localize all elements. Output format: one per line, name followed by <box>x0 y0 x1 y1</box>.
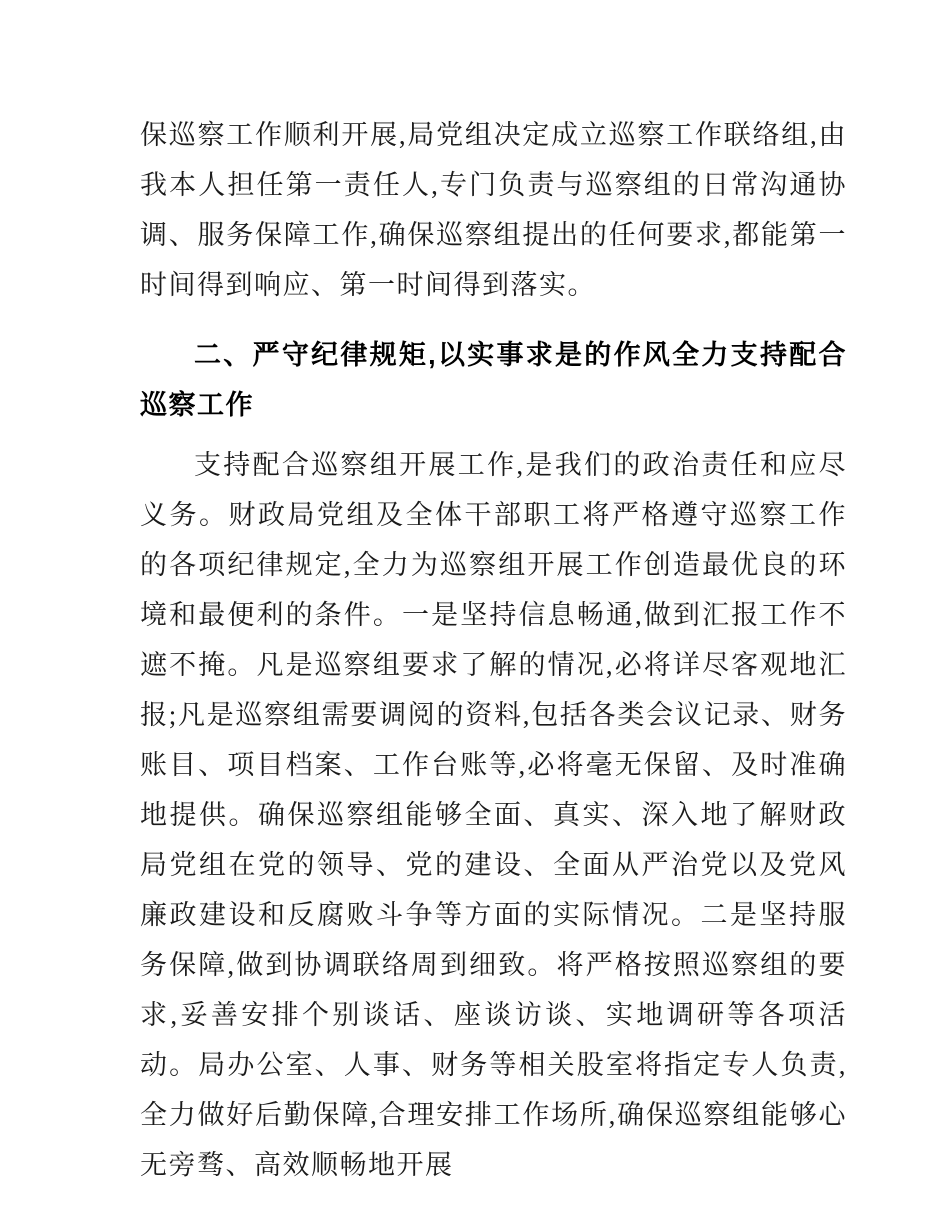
paragraph-continuation: 保巡察工作顺利开展,局党组决定成立巡察工作联络组,由我本人担任第一责任人,专门负责与巡察组的日常沟通协调、服务保障工作,确保巡察组提出的任何要求,都能第一时间得到响应、第一时间得到落实。 <box>140 120 847 300</box>
paragraph-body: 支持配合巡察组开展工作,是我们的政治责任和应尽义务。财政局党组及全体干部职工将严格遵守巡察工作的各项纪律规定,全力为巡察组开展工作创造最优良的环境和最便利的条件。一是坚持信息畅通,做到汇报工作不遮不掩。凡是巡察组要求了解的情况,必将详尽客观地汇报;凡是巡察组需要调阅的资料,包括各类会议记录、财务账目、项目档案、工作台账等,必将毫无保留、及时准确地提供。确保巡察组能够全面、真实、深入地了解财政局党组在党的领导、党的建设、全面从严治党以及党风廉政建设和反腐败斗争等方面的实际情况。二是坚持服务保障,做到协调联络周到细致。将严格按照巡察组的要求,妥善安排个别谈话、座谈访谈、实地调研等各项活动。局办公室、人事、财务等相关股室将指定专人负责,全力做好后勤保障,合理安排工作场所,确保巡察组能够心无旁骛、高效顺畅地开展 <box>140 450 847 1180</box>
section-heading: 二、严守纪律规矩,以实事求是的作风全力支持配合巡察工作 <box>140 340 847 420</box>
